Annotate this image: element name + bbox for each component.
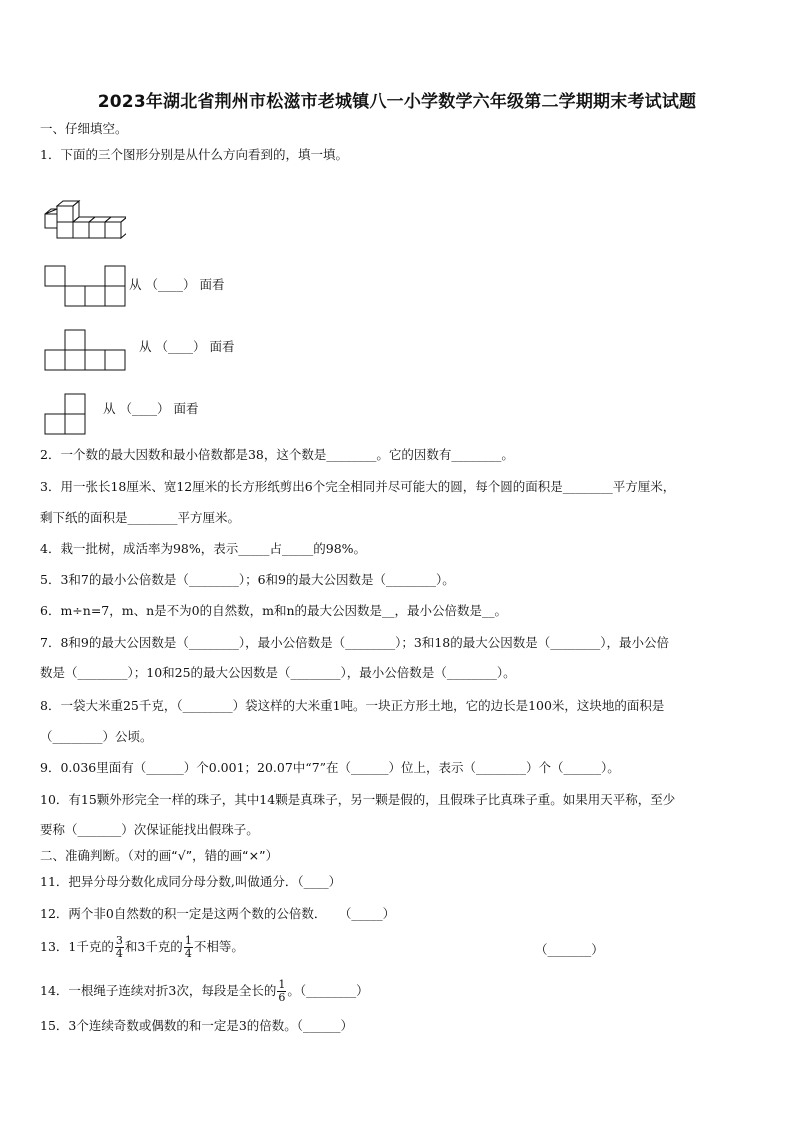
q14-frac-denominator: 6 bbox=[278, 991, 286, 1004]
page-title: 2023年湖北省荆州市松滋市老城镇八一小学数学六年级第二学期期末考试试题 bbox=[97, 92, 697, 112]
question-8-line-2: （________）公顷。 bbox=[40, 729, 153, 744]
q13-text-mid: 和3千克的 bbox=[124, 939, 183, 954]
q13-text-pre: 13．1千克的 bbox=[40, 939, 114, 954]
question-14 bbox=[40, 976, 369, 1006]
question-12: 12．两个非0自然数的积一定是这两个数的公倍数． （_____） bbox=[40, 906, 396, 921]
question-10-line-2: 要称（_______）次保证能找出假珠子。 bbox=[40, 822, 259, 837]
q14-fraction bbox=[277, 979, 286, 1004]
question-9: 9．0.036里面有（______）个0.001；20.07中“7”在（______）位上，表示（________）个（______）。 bbox=[40, 760, 620, 775]
q14-frac-numerator: 1 bbox=[278, 978, 286, 991]
section-2-heading: 二、准确判断。（对的画“√”，错的画“×”） bbox=[40, 848, 279, 863]
q13-frac2-denominator: 4 bbox=[184, 947, 192, 960]
q13-frac1-numerator: 3 bbox=[115, 934, 123, 947]
question-7-line-2: 数是（________）；10和25的最大公因数是（________），最小公倍数是（________）。 bbox=[40, 665, 516, 680]
question-15: 15．3个连续奇数或偶数的和一定是3的倍数。（______） bbox=[40, 1018, 354, 1033]
question-1: 1．下面的三个图形分别是从什么方向看到的，填一填。 bbox=[40, 147, 348, 162]
question-5: 5．3和7的最小公倍数是（________）；6和9的最大公因数是（________）。 bbox=[40, 572, 455, 587]
q13-text-post: 不相等。 bbox=[193, 939, 244, 954]
cube-stack-figure bbox=[42, 198, 126, 244]
question-4: 4．栽一批树，成活率为98%，表示_____占_____的98%。 bbox=[40, 541, 367, 556]
question-7-line-1: 7．8和9的最大公因数是（________），最小公倍数是（________）；3和18的最大公因数是（________），最小公倍 bbox=[40, 635, 669, 650]
view-label-3: 从 （____） 面看 bbox=[103, 401, 199, 416]
question-2: 2．一个数的最大因数和最小倍数都是38，这个数是________。它的因数有________。 bbox=[40, 447, 514, 462]
q13-fraction-1 bbox=[115, 935, 124, 960]
question-8-line-1: 8．一袋大米重25千克，（________）袋这样的大米重1吨。一块正方形土地，它的边长是100米，这块地的面积是 bbox=[40, 698, 665, 713]
question-11: 11．把异分母分数化成同分母分数,叫做通分．（____） bbox=[40, 874, 342, 889]
q13-answer-blank: （_______） bbox=[535, 942, 604, 957]
view-label-2: 从 （____） 面看 bbox=[139, 339, 235, 354]
view-figure-2 bbox=[44, 329, 126, 371]
q14-text-pre: 14．一根绳子连续对折3次，每段是全长的 bbox=[40, 983, 277, 998]
question-10-line-1: 10．有15颗外形完全一样的珠子，其中14颗是真珠子，另一颗是假的，且假珠子比真珠子重。如果用天平称，至少 bbox=[40, 792, 676, 807]
q13-frac1-denominator: 4 bbox=[115, 947, 123, 960]
q13-frac2-numerator: 1 bbox=[184, 934, 192, 947]
view-figure-3 bbox=[44, 393, 86, 435]
q13-fraction-2 bbox=[184, 935, 193, 960]
question-3-line-2: 剩下纸的面积是________平方厘米。 bbox=[40, 510, 241, 525]
question-13 bbox=[40, 932, 244, 962]
view-label-1: 从 （____） 面看 bbox=[129, 277, 225, 292]
question-6: 6．m÷n=7，m、n是不为0的自然数，m和n的最大公因数是__，最小公倍数是__。 bbox=[40, 603, 508, 618]
view-figure-1 bbox=[44, 265, 126, 307]
question-3-line-1: 3．用一张长18厘米、宽12厘米的长方形纸剪出6个完全相同并尽可能大的圆，每个圆的面积是________平方厘米， bbox=[40, 479, 676, 494]
q14-text-post: 。（________） bbox=[287, 983, 369, 998]
section-1-heading: 一、仔细填空。 bbox=[40, 121, 128, 136]
